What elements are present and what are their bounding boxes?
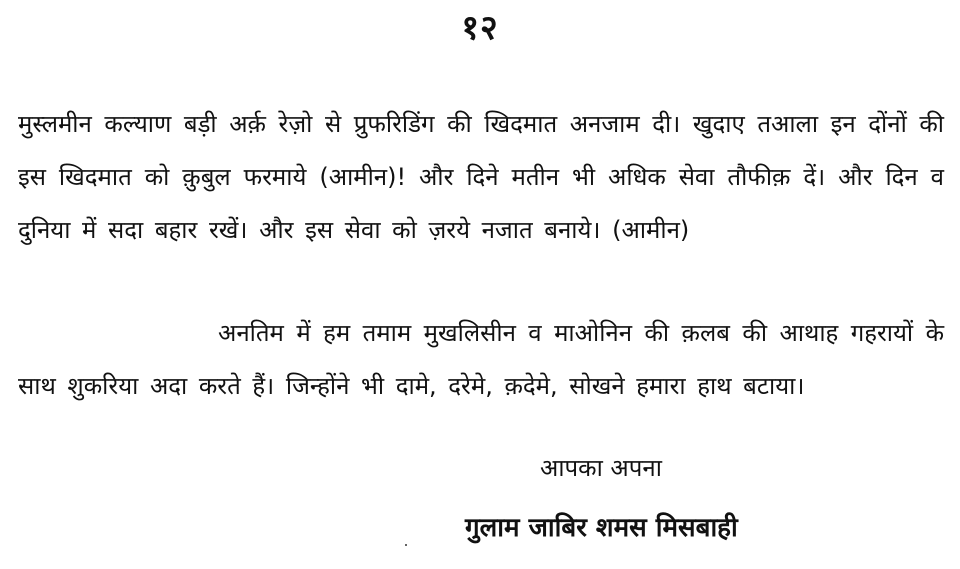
stray-print-mark	[405, 544, 407, 546]
closing-salutation: आपका अपना	[540, 454, 662, 482]
page-number: १२	[461, 8, 499, 48]
author-signature: गुलाम जाबिर शमस मिसबाही	[465, 513, 738, 543]
body-paragraph-1: मुस्लमीन कल्याण बड़ी अर्क़ रेज़ो से प्रुफरिडिंग की खिदमात अनजाम दी। खुदाए तआला इन दोंनों की इस खिदमात को क़ुबुल फरमाये (आमीन)! और दिने मतीन भी अधिक सेवा तौफीक़ दें। और दिन व दुनिया में सदा बहार रखें। और इस सेवा को ज़रये नजात बनाये। (आमीन)	[18, 110, 944, 244]
body-paragraph-2: अनतिम में हम तमाम मुखलिसीन व माओनिन की क़लब की आथाह गहरायों के साथ शुकरिया अदा करते हैं। जिन्होंने भी दामे, दरेमे, क़देमे, सोखने हमारा हाथ बटाया।	[18, 319, 944, 400]
